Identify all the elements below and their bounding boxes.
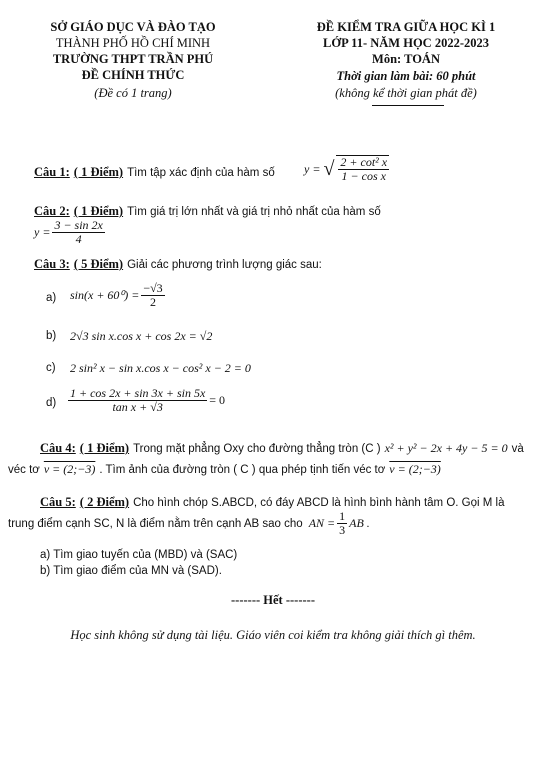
q3-a-denominator: 2 — [150, 295, 156, 309]
header-left-line5: (Đề có 1 trang) — [94, 86, 172, 100]
header-underline — [372, 105, 444, 106]
q1-text: Tìm tập xác định của hàm số — [127, 167, 275, 179]
q1-formula — [304, 155, 391, 183]
q4-text1: Trong mặt phẳng Oxy cho đường thẳng tròn (C ) — [133, 443, 381, 455]
q2-points: ( 1 Điểm) — [73, 204, 124, 218]
q3-b-label: b) — [46, 330, 57, 342]
q4-text1-end: và — [511, 443, 524, 455]
q1-y: y = — [304, 161, 321, 176]
q3-text: Giải các phương trình lượng giác sau: — [127, 259, 322, 271]
q3-heading: Câu 3: — [34, 257, 70, 271]
q2-denominator: 4 — [75, 232, 82, 246]
q5-text1: Cho hình chóp S.ABCD, có đáy ABCD là hình bình hành tâm O. Gọi M là — [133, 497, 505, 509]
q5-denominator: 3 — [339, 523, 346, 537]
q4-vector-2: v = (2;−3) — [389, 462, 441, 476]
q3-points: ( 5 Điểm) — [73, 257, 124, 271]
header-right-line3: Môn: TOÁN — [372, 52, 440, 66]
sqrt-sign-icon: √ — [323, 157, 335, 180]
q1-heading: Câu 1: — [34, 165, 70, 179]
q3-d-numerator: 1 + cos 2x + sin 3x + sin 5x — [70, 386, 206, 400]
header-left-line1: SỞ GIÁO DỤC VÀ ĐÀO TẠO — [50, 20, 216, 34]
q3-c-label: c) — [46, 362, 56, 374]
q4-line2 — [8, 460, 441, 478]
q2-numerator: 3 − sin 2x — [54, 218, 103, 232]
end-marker: ------- Hết ------- — [231, 593, 315, 607]
q2-text: Tìm giá trị lớn nhất và giá trị nhỏ nhất của hàm số — [127, 206, 381, 218]
q1-fraction — [336, 155, 389, 183]
q4-circle-equation: x² + y² − 2x + 4y − 5 = 0 — [384, 441, 508, 455]
header-left-line2: THÀNH PHỐ HỒ CHÍ MINH — [55, 36, 211, 50]
header-left-line4: ĐỀ CHÍNH THỨC — [81, 68, 185, 82]
q3-d-label: d) — [46, 397, 57, 409]
header-right-line5: (không kể thời gian phát đề) — [335, 86, 477, 100]
q3-a-equation — [70, 282, 167, 309]
question-3 — [34, 255, 322, 273]
q3-d-equation — [66, 387, 225, 414]
header-right-line2: LỚP 11- NĂM HỌC 2022-2023 — [323, 36, 489, 50]
q5-ab: AB . — [349, 516, 370, 530]
question-1 — [34, 163, 275, 181]
q3-d-denominator: tan x + √3 — [112, 400, 163, 414]
header-right-line1: ĐỀ KIỂM TRA GIỮA HỌC KÌ 1 — [316, 20, 496, 34]
q5-points: ( 2 Điểm) — [79, 495, 130, 509]
q4-points: ( 1 Điểm) — [79, 441, 130, 455]
question-5 — [40, 493, 504, 511]
header-right-line4: Thời gian làm bài: 60 phút — [336, 69, 476, 83]
q5-heading: Câu 5: — [40, 495, 76, 509]
header-left-line3: TRƯỜNG THPT TRẦN PHÚ — [52, 52, 214, 66]
q4-text2b: . Tìm ảnh của đường tròn ( C ) qua phép tịnh tiến véc tơ — [99, 464, 386, 476]
q3-d-fraction — [68, 387, 207, 414]
q2-formula — [34, 219, 107, 246]
q2-fraction — [52, 219, 104, 246]
q3-c-equation: 2 sin² x − sin x.cos x − cos² x − 2 = 0 — [70, 361, 251, 375]
q3-a-numerator: −√3 — [143, 281, 163, 295]
q3-b-equation: 2√3 sin x.cos x + cos 2x = √2 — [70, 329, 213, 343]
q1-denominator: 1 − cos x — [341, 169, 386, 183]
q4-heading: Câu 4: — [40, 441, 76, 455]
q3-a-fraction — [141, 282, 164, 309]
q2-heading: Câu 2: — [34, 204, 70, 218]
q5-an: AN = — [308, 516, 336, 530]
q5-part-b: b) Tìm giao điểm của MN và (SAD). — [40, 565, 222, 577]
q3-a-label: a) — [46, 292, 57, 304]
q3-a-lhs: sin(x + 60⁰) = — [70, 288, 140, 302]
q5-fraction — [337, 510, 347, 537]
q5-numerator: 1 — [339, 509, 346, 523]
q5-text2: trung điểm cạnh SC, N là điểm nằm trên cạnh AB sao cho — [8, 517, 303, 530]
q1-numerator: 2 + cot² x — [340, 155, 388, 169]
q1-points: ( 1 Điểm) — [73, 165, 124, 179]
q4-vector: v = (2;−3) — [43, 462, 96, 476]
q5-part-a: a) Tìm giao tuyến của (MBD) và (SAC) — [40, 549, 238, 561]
q5-line2 — [8, 510, 370, 537]
footer-note: Học sinh không sử dụng tài liệu. Giáo viên coi kiểm tra không giải thích gì thêm. — [70, 628, 476, 642]
q2-y: y = — [34, 225, 51, 239]
q3-d-rhs: = 0 — [209, 393, 226, 407]
q4-text2a: véc tơ — [8, 464, 40, 476]
question-4 — [40, 439, 524, 457]
